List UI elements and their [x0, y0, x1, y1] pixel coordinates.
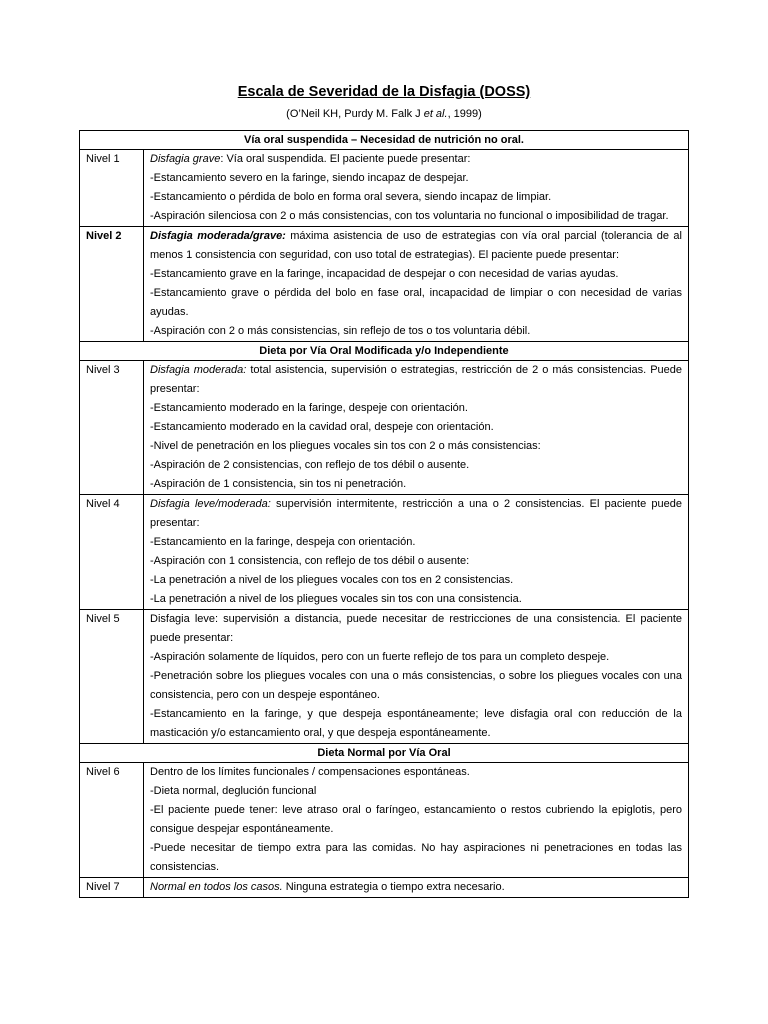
level-6-line: -El paciente puede tener: leve atraso oral o faríngeo, estancamiento o restos cubriendo la epiglotis, pero consigue despejar espontáneamente. [150, 804, 682, 835]
level-6-line: -Puede necesitar de tiempo extra para las comidas. No hay aspiraciones ni penetraciones en todas las consistencias. [150, 842, 682, 873]
level-2-line: -Aspiración con 2 o más consistencias, sin reflejo de tos o tos voluntaria débil. [150, 325, 531, 337]
level-2-intro [150, 227, 682, 265]
level-2-line: -Estancamiento grave o pérdida del bolo en fase oral, incapacidad de limpiar o con necesidad de varias ayudas. [150, 287, 682, 318]
level-3-intro [150, 361, 682, 399]
level-1-rest: : Vía oral suspendida. El paciente puede presentar: [220, 153, 471, 165]
level-3-line: -Aspiración de 1 consistencia, sin tos ni penetración. [150, 478, 407, 490]
level-desc-3 [144, 361, 689, 495]
level-5-line: -Estancamiento en la faringe, y que despeja espontáneamente; leve disfagia oral con reducción de la masticación y/o estancamiento oral, y que despeja espontáneamente. [150, 708, 682, 739]
level-desc-5 [144, 610, 689, 744]
level-3-rest: total asistencia, supervisión o estrategias, restricción de 2 o más consistencias. Puede presentar: [150, 364, 683, 395]
level-4-lead: Disfagia leve/moderada: [150, 498, 271, 510]
level-1-line: -Estancamiento o pérdida de bolo en forma oral severa, siendo incapaz de limpiar. [150, 191, 552, 203]
level-label-2: Nivel 2 [80, 227, 144, 342]
level-desc-1 [144, 150, 689, 227]
level-row-3 [80, 361, 689, 495]
section-header-modified-oral: Dieta por Vía Oral Modificada y/o Independiente [80, 342, 689, 361]
level-label-1: Nivel 1 [80, 150, 144, 227]
section-row-modified-oral [80, 342, 689, 361]
level-desc-7 [144, 878, 689, 898]
level-3-line: -Estancamiento moderado en la cavidad oral, despeje con orientación. [150, 421, 494, 433]
level-7-rest: Ninguna estrategia o tiempo extra necesario. [282, 881, 505, 893]
level-label-7: Nivel 7 [80, 878, 144, 898]
level-desc-6 [144, 763, 689, 878]
citation-year: , 1999) [447, 108, 482, 120]
section-row-normal-oral [80, 744, 689, 763]
level-row-4 [80, 495, 689, 610]
level-5-intro: Disfagia leve: supervisión a distancia, puede necesitar de restricciones de una consistencia. El paciente puede presentar: [150, 613, 682, 644]
level-2-lead: Disfagia moderada/grave: [150, 230, 286, 242]
level-1-intro [150, 150, 682, 169]
section-row-no-oral [80, 131, 689, 150]
citation-etal: et al. [423, 108, 448, 120]
citation-authors: (O’Neil KH, Purdy M. Falk J [286, 108, 421, 120]
section-header-normal-oral: Dieta Normal por Vía Oral [80, 744, 689, 763]
level-4-line: -Aspiración con 1 consistencia, con reflejo de tos débil o ausente: [150, 555, 470, 567]
level-5-line: -Penetración sobre los pliegues vocales con una o más consistencias, o sobre los pliegues vocales con una consistencia, pero con un despeje espontáneo. [150, 670, 682, 701]
level-6-line: -Dieta normal, deglución funcional [150, 785, 317, 797]
document-citation [0, 108, 768, 120]
level-label-6: Nivel 6 [80, 763, 144, 878]
document-title: Escala de Severidad de la Disfagia (DOSS) [237, 84, 531, 100]
level-3-line: -Aspiración de 2 consistencias, con reflejo de tos débil o ausente. [150, 459, 470, 471]
level-label-4: Nivel 4 [80, 495, 144, 610]
level-3-line: -Nivel de penetración en los pliegues vocales sin tos con 2 o más consistencias: [150, 440, 541, 452]
level-row-5 [80, 610, 689, 744]
level-5-line: -Aspiración solamente de líquidos, pero con un fuerte reflejo de tos para un completo despeje. [150, 651, 610, 663]
level-4-line: -La penetración a nivel de los pliegues vocales con tos en 2 consistencias. [150, 574, 514, 586]
level-row-7 [80, 878, 689, 898]
level-1-line: -Estancamiento severo en la faringe, siendo incapaz de despejar. [150, 172, 469, 184]
level-4-line: -Estancamiento en la faringe, despeja con orientación. [150, 536, 416, 548]
level-6-intro: Dentro de los límites funcionales / compensaciones espontáneas. [150, 766, 470, 778]
level-4-rest: supervisión intermitente, restricción a una o 2 consistencias. El paciente puede presentar: [150, 498, 682, 529]
level-3-line: -Estancamiento moderado en la faringe, despeje con orientación. [150, 402, 468, 414]
level-2-rest: máxima asistencia de uso de estrategias con vía oral parcial (tolerancia de al menos 1 consistencia con seguridad, con uso total de estrategias). El paciente puede presentar: [150, 230, 682, 261]
level-1-lead: Disfagia grave [150, 153, 221, 165]
level-3-lead: Disfagia moderada: [150, 364, 247, 376]
level-2-line: -Estancamiento grave en la faringe, incapacidad de despejar o con necesidad de varias ayudas. [150, 268, 619, 280]
level-desc-2 [144, 227, 689, 342]
level-1-line: -Aspiración silenciosa con 2 o más consistencias, con tos voluntaria no funcional o imposibilidad de tragar. [150, 210, 669, 222]
level-label-3: Nivel 3 [80, 361, 144, 495]
level-4-line: -La penetración a nivel de los pliegues vocales sin tos con una consistencia. [150, 593, 522, 605]
level-row-6 [80, 763, 689, 878]
level-4-intro [150, 495, 682, 533]
level-desc-4 [144, 495, 689, 610]
section-header-no-oral: Vía oral suspendida – Necesidad de nutrición no oral. [80, 131, 689, 150]
level-7-lead: Normal en todos los casos. [150, 881, 283, 893]
level-7-intro [150, 878, 682, 897]
level-row-2 [80, 227, 689, 342]
doss-scale-table [79, 130, 689, 898]
level-label-5: Nivel 5 [80, 610, 144, 744]
level-row-1 [80, 150, 689, 227]
